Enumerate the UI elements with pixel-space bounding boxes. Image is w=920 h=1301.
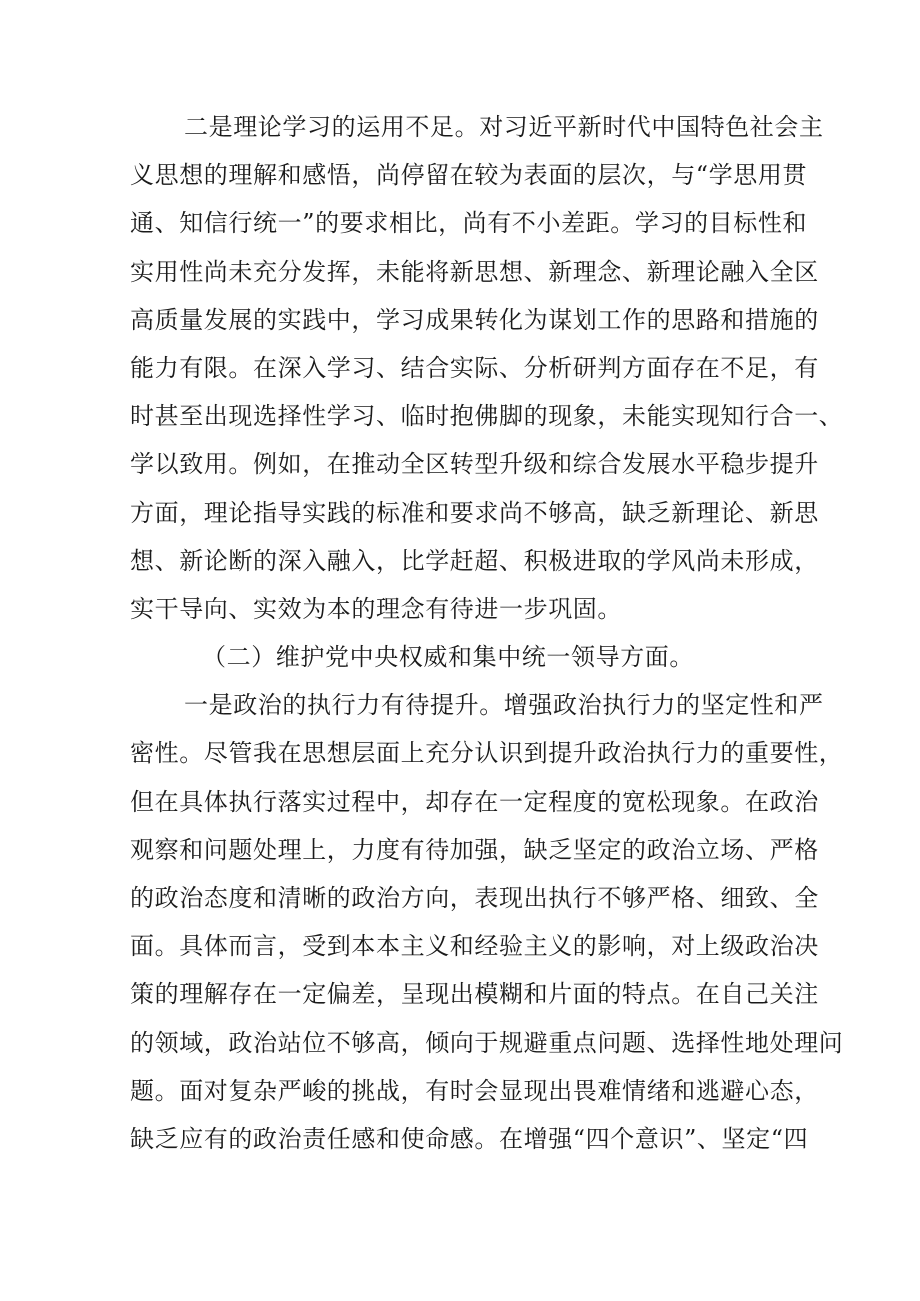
paragraph-line: 的政治态度和清晰的政治方向，表现出执行不够严格、细致、全 [130,884,819,912]
paragraph-line: 面。具体而言，受到本本主义和经验主义的影响，对上级政治决 [130,932,819,961]
paragraph-line: 义思想的理解和感悟，尚停留在较为表面的层次，与“学思用贯 [130,161,808,190]
paragraph-line: 二是理论学习的运用不足。对习近平新时代中国特色社会主 [184,113,824,141]
paragraph-line: 但在具体执行落实过程中，却存在一定程度的宽松现象。在政治 [130,787,819,816]
paragraph-line: 缺乏应有的政治责任感和使命感。在增强“四个意识”、坚定“四 [130,1124,809,1153]
paragraph-line: 方面，理论指导实践的标准和要求尚不够高，缺乏新理论、新思 [130,498,819,527]
paragraph-line: 密性。尽管我在思想层面上充分认识到提升政治执行力的重要性， [130,739,844,768]
paragraph-line: 通、知信行统一”的要求相比，尚有不小差距。学习的目标性和 [130,209,808,238]
paragraph-line: 实用性尚未充分发挥，未能将新思想、新理念、新理论融入全区 [130,257,819,286]
paragraph-line: 实干导向、实效为本的理念有待进一步巩固。 [130,594,622,623]
paragraph-line: 高质量发展的实践中，学习成果转化为谋划工作的思路和措施的 [130,305,819,334]
paragraph-line: 策的理解存在一定偏差，呈现出模糊和片面的特点。在自己关注 [130,980,819,1009]
paragraph-line: 能力有限。在深入学习、结合实际、分析研判方面存在不足，有 [130,353,819,382]
paragraph-line: 学以致用。例如，在推动全区转型升级和综合发展水平稳步提升 [130,450,819,479]
paragraph-line: 一是政治的执行力有待提升。增强政治执行力的坚定性和严 [184,691,824,720]
document-body [130,103,844,1163]
paragraph-line: 观察和问题处理上，力度有待加强，缺乏坚定的政治立场、严格 [130,835,819,864]
paragraph-line: 时甚至出现选择性学习、临时抱佛脚的现象，未能实现知行合一、 [130,402,844,431]
paragraph-line: 的领域，政治站位不够高，倾向于规避重点问题、选择性地处理问 [130,1028,844,1057]
paragraph-line: 题。面对复杂严峻的挑战，有时会显现出畏难情绪和逃避心态， [130,1076,819,1105]
paragraph-line: 想、新论断的深入融入，比学赶超、积极进取的学风尚未形成， [130,546,819,575]
section-heading: （二）维护党中央权威和集中统一领导方面。 [202,643,694,672]
